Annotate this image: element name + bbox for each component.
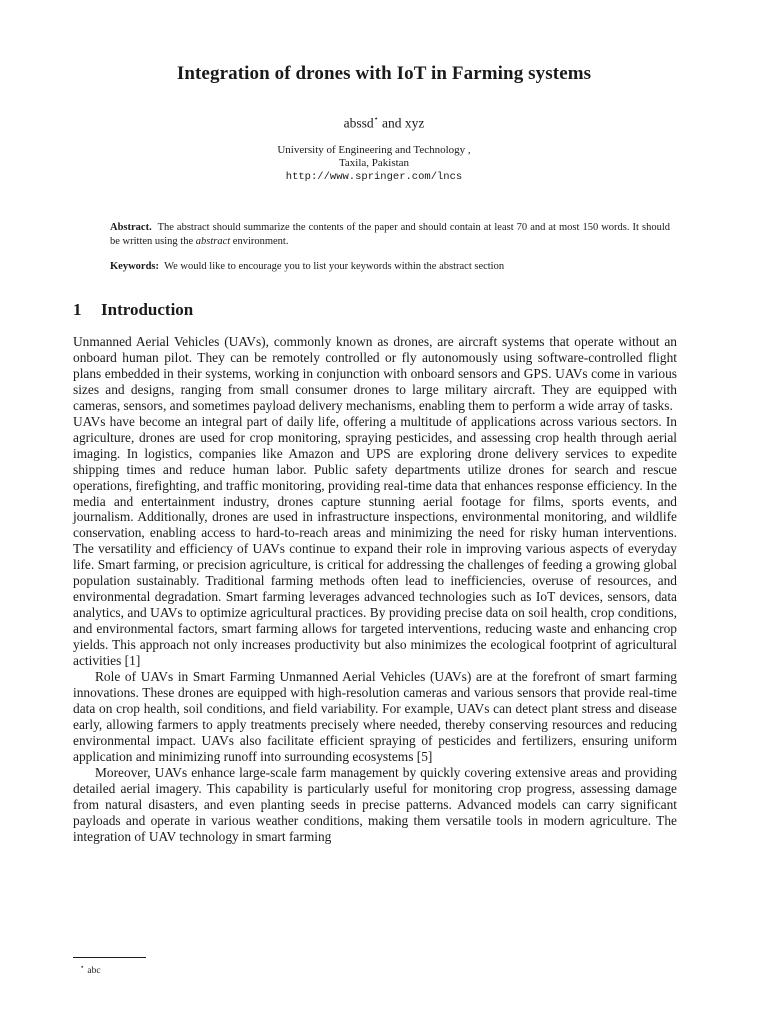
footnote: [80, 963, 101, 976]
keywords-label: Keywords:: [110, 261, 159, 272]
author-line: [0, 115, 768, 132]
keywords: [110, 260, 670, 274]
abstract-label: Abstract.: [110, 222, 152, 233]
footnote-mark: ⋆: [80, 963, 85, 971]
affiliation-url: http://www.springer.com/lncs: [285, 171, 463, 183]
body-paragraph: Role of UAVs in Smart Farming Unmanned Aerial Vehicles (UAVs) are at the forefront of smart farming innovations. These drones are equipped with high-resolution cameras and various sensors that provide real-time data on crop health, soil conditions, and field variability. For example, UAVs can detect plant stress and disease early, allowing farmers to apply treatments precisely where needed, thereby conserving resources and reducing environmental impact. UAVs also facilitate efficient spraying of pesticides and fertilizers, ensuring uniform application and minimizing runoff into surrounding ecosystems [5]: [73, 669, 677, 764]
abstract-text: The abstract should summarize the contents of the paper and should contain at least 70 and at most 150 words. It should be written using the: [110, 222, 670, 247]
section-heading: [73, 300, 193, 320]
abstract: [110, 221, 670, 249]
author-name: abssd: [343, 115, 374, 131]
author-name: xyz: [404, 115, 425, 131]
affiliation-location: Taxila, Pakistan: [338, 157, 410, 169]
section-title: Introduction: [101, 300, 194, 319]
author-conjunction: and: [378, 115, 405, 131]
footnote-text: abc: [87, 966, 101, 977]
abstract-text-end: environment.: [230, 236, 289, 247]
body-paragraph: UAVs have become an integral part of daily life, offering a multitude of applications across various sectors. In agriculture, drones are used for crop monitoring, spraying pesticides, and assessing crop health through aerial imaging. In logistics, companies like Amazon and UPS are exploring drone delivery services to expedite shipping times and reduce human labor. Public safety departments utilize drones for search and rescue operations, firefighting, and traffic monitoring, providing real-time data that enhances response efficiency. In the media and entertainment industry, drones capture stunning aerial footage for films, sports events, and journalism. Additionally, drones are used in infrastructure inspections, environmental monitoring, and wildlife conservation, enabling access to hard-to-reach areas and minimizing the need for risky human interventions. The versatility and efficiency of UAVs continue to expand their role in improving various aspects of everyday life. Smart farming, or precision agriculture, is critical for addressing the challenges of feeding a growing global population sustainably. Traditional farming methods often lead to inefficiencies, overuse of resources, and environmental degradation. Smart farming leverages advanced technologies such as IoT devices, sensors, data analytics, and UAVs to optimize agricultural practices. By providing precise data on soil health, crop conditions, and environmental factors, smart farming allows for targeted interventions, reducing waste and enhancing crop yields. This approach not only increases productivity but also minimizes the ecological footprint of agricultural activities [1]: [73, 413, 677, 669]
paper-title: Integration of drones with IoT in Farming systems: [176, 63, 592, 84]
footnote-mark: ⋆: [373, 114, 379, 123]
footnote-rule: [73, 957, 146, 958]
body-paragraph: Unmanned Aerial Vehicles (UAVs), commonly known as drones, are aircraft systems that operate without an onboard human pilot. They can be remotely controlled or fly autonomously using software-controlled flight plans embedded in their systems, working in conjunction with onboard sensors and GPS. UAVs come in various sizes and designs, ranging from small consumer drones to large military aircraft. They are equipped with cameras, sensors, and sometimes payload delivery mechanisms, enabling them to perform a wide array of tasks.: [73, 334, 677, 413]
section-body: [73, 334, 677, 845]
keywords-text: We would like to encourage you to list your keywords within the abstract section: [164, 261, 505, 272]
affiliation-institution: University of Engineering and Technology ,: [277, 144, 471, 156]
section-number: 1: [73, 300, 82, 319]
body-paragraph: Moreover, UAVs enhance large-scale farm management by quickly covering extensive areas and providing detailed aerial imagery. This capability is particularly useful for monitoring crop progress, assessing damage from natural disasters, and even planting seeds in precise patterns. Advanced models can carry significant payloads and operate in various weather conditions, making them versatile tools in modern agriculture. The integration of UAV technology in smart farming: [73, 764, 677, 844]
abstract-emphasis: abstract: [195, 236, 231, 247]
